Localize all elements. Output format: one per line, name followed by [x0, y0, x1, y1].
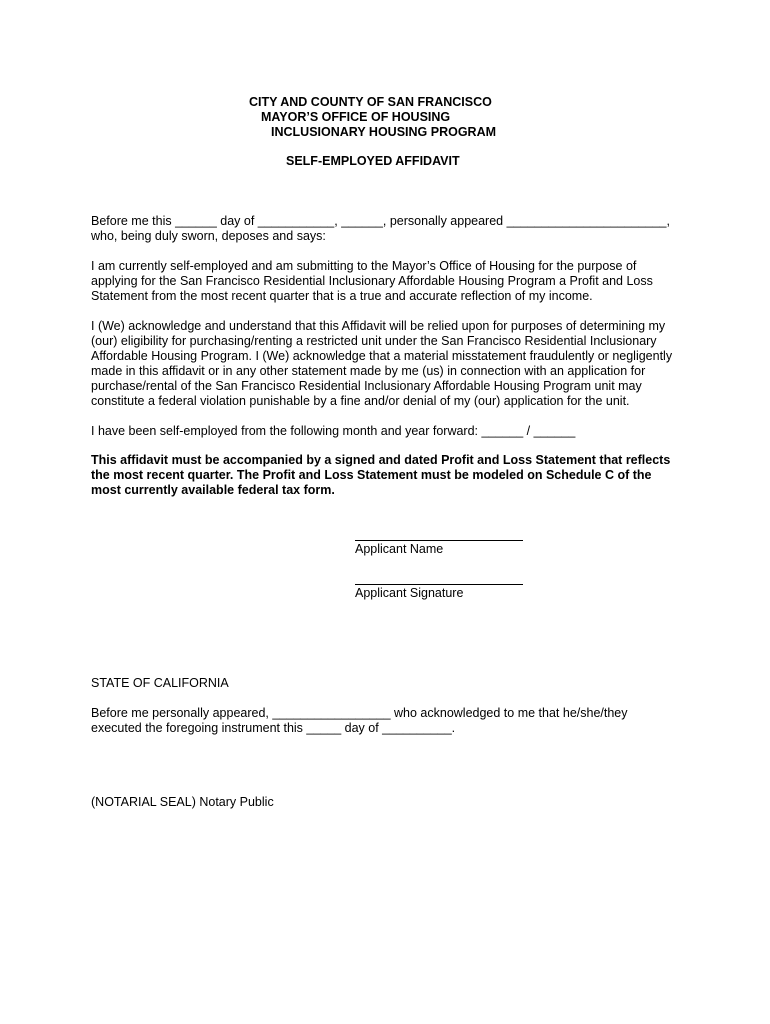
form-title: SELF-EMPLOYED AFFIDAVIT — [286, 154, 460, 168]
notice-line: the most recent quarter. The Profit and Loss Statement must be modeled on Schedule C of the — [91, 468, 652, 482]
notice-line: most currently available federal tax form. — [91, 483, 335, 497]
applicant-signature-label: Applicant Signature — [355, 586, 464, 600]
notary-line-2: executed the foregoing instrument this _____ day of __________. — [91, 721, 456, 735]
self-employed-since-line: I have been self-employed from the following month and year forward: ______ / ______ — [91, 424, 576, 438]
notice-line: This affidavit must be accompanied by a signed and dated Profit and Loss Statement that reflects — [91, 453, 671, 467]
notarial-seal-label: (NOTARIAL SEAL) Notary Public — [91, 795, 274, 809]
header-program: INCLUSIONARY HOUSING PROGRAM — [271, 125, 497, 139]
applicant-signature-line[interactable] — [355, 584, 523, 585]
para2-line: (our) eligibility for purchasing/renting a restricted unit under the San Francisco Residential Inclusionary — [91, 334, 657, 348]
para2-line: purchase/rental of the San Francisco Residential Inclusionary Affordable Housing Program unit may — [91, 379, 642, 393]
notary-line-1: Before me personally appeared, _________________ who acknowledged to me that he/she/they — [91, 706, 628, 720]
para1-line: applying for the San Francisco Residential Inclusionary Affordable Housing Program a Profit and Loss — [91, 274, 653, 288]
para2-line: made in this affidavit or in any other statement made by me (us) in connection with an application for — [91, 364, 646, 378]
intro-line-2: who, being duly sworn, deposes and says: — [91, 229, 326, 243]
intro-line-1: Before me this ______ day of ___________, ______, personally appeared _______________________, — [91, 214, 670, 228]
para2-line: constitute a federal violation punishable by a fine and/or denial of my (our) application for the unit. — [91, 394, 630, 408]
notary-state: STATE OF CALIFORNIA — [91, 676, 229, 690]
para2-line: Affordable Housing Program. I (We) acknowledge that a material misstatement fraudulently or negligently — [91, 349, 673, 363]
applicant-name-line[interactable] — [355, 540, 523, 541]
para1-line: Statement from the most recent quarter that is a true and accurate reflection of my income. — [91, 289, 593, 303]
header-office: MAYOR’S OFFICE OF HOUSING — [261, 110, 451, 124]
applicant-name-label: Applicant Name — [355, 542, 444, 556]
header-agency: CITY AND COUNTY OF SAN FRANCISCO — [249, 95, 492, 109]
para1-line: I am currently self-employed and am submitting to the Mayor’s Office of Housing for the purpose of — [91, 259, 637, 273]
para2-line: I (We) acknowledge and understand that this Affidavit will be relied upon for purposes of determining my — [91, 319, 666, 333]
